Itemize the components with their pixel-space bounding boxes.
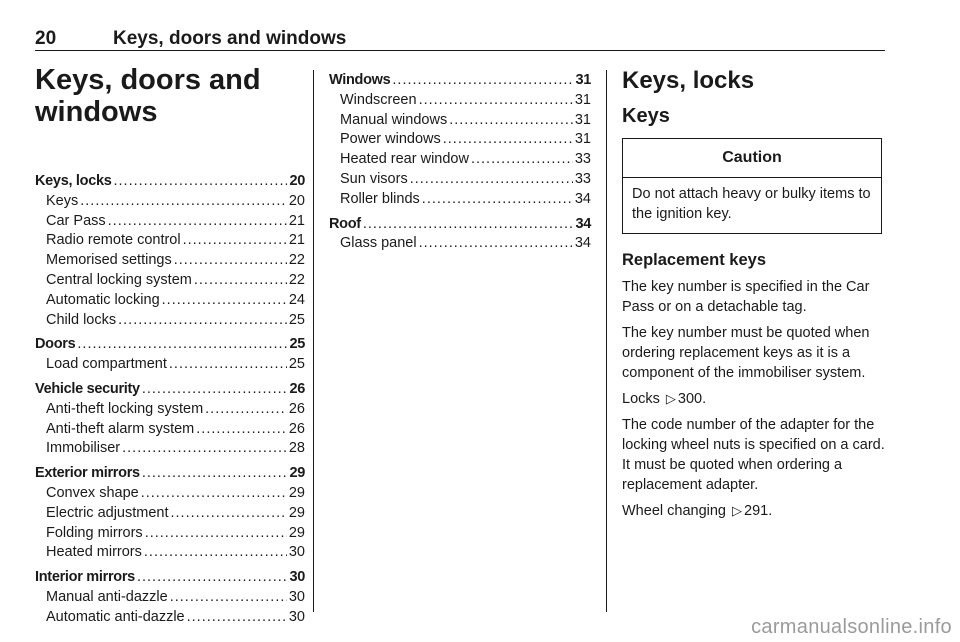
toc-dot-leader bbox=[114, 172, 288, 192]
paragraph-key-quote: The key number must be quoted when ordering replacement keys as it is a component of the immobiliser system. bbox=[622, 324, 870, 381]
toc-subsection-entry[interactable] bbox=[329, 234, 591, 254]
toc-entry-label: Exterior mirrors bbox=[35, 465, 140, 482]
toc-entry-label: Child locks bbox=[46, 311, 117, 328]
toc-entry-label: Car Pass bbox=[46, 212, 106, 229]
toc-entry-label: Vehicle security bbox=[35, 380, 140, 397]
toc-dot-leader bbox=[137, 568, 288, 588]
toc-entry-label: Keys bbox=[46, 192, 79, 209]
toc-entry-label: Glass panel bbox=[340, 235, 417, 252]
toc-dot-leader bbox=[392, 71, 573, 91]
reference-label: Wheel changing bbox=[622, 503, 726, 520]
toc-entry-page: 30 bbox=[288, 588, 305, 605]
toc-subsection-entry[interactable] bbox=[35, 400, 305, 420]
running-header-title: Keys, doors and windows bbox=[113, 28, 347, 49]
toc-section-entry[interactable] bbox=[329, 215, 591, 235]
toc-dot-leader bbox=[422, 190, 573, 210]
toc-entry-page: 34 bbox=[574, 235, 591, 252]
toc-subsection-entry[interactable] bbox=[35, 311, 305, 331]
toc-entry-label: Roller blinds bbox=[340, 190, 420, 207]
toc-entry-page: 22 bbox=[288, 271, 305, 288]
content-column bbox=[622, 66, 886, 528]
toc-subsection-entry[interactable] bbox=[35, 271, 305, 291]
toc-entry-label: Folding mirrors bbox=[46, 524, 143, 541]
toc-entry-page: 30 bbox=[288, 608, 305, 625]
toc-entry-label: Power windows bbox=[340, 131, 441, 148]
toc-entry-label: Anti-theft locking system bbox=[46, 400, 204, 417]
cross-reference-arrow-icon: ▷ bbox=[732, 503, 743, 519]
table-of-contents-middle bbox=[329, 71, 591, 254]
toc-entry-page: 29 bbox=[288, 484, 305, 501]
toc-dot-leader bbox=[141, 484, 287, 504]
toc-dot-leader bbox=[187, 608, 287, 628]
toc-entry-page: 31 bbox=[574, 111, 591, 128]
toc-entry-label: Doors bbox=[35, 336, 76, 353]
toc-entry-page: 34 bbox=[575, 215, 591, 232]
toc-dot-leader bbox=[162, 291, 287, 311]
toc-subsection-entry[interactable] bbox=[35, 484, 305, 504]
toc-entry-page: 25 bbox=[288, 356, 305, 373]
toc-entry-label: Windscreen bbox=[340, 91, 417, 108]
toc-subsection-entry[interactable] bbox=[35, 212, 305, 232]
toc-dot-leader bbox=[205, 400, 287, 420]
running-header bbox=[35, 26, 885, 51]
toc-entry-page: 25 bbox=[289, 336, 305, 353]
column-divider-right bbox=[606, 70, 607, 612]
toc-entry-label: Roof bbox=[329, 215, 361, 232]
toc-entry-label: Windows bbox=[329, 72, 391, 88]
toc-dot-leader bbox=[145, 524, 287, 544]
toc-entry-label: Manual windows bbox=[340, 111, 448, 128]
toc-entry-page: 21 bbox=[288, 232, 305, 249]
toc-subsection-entry[interactable] bbox=[35, 524, 305, 544]
toc-dot-leader bbox=[142, 464, 288, 484]
paragraph-key-number: The key number is specified in the Car Pass or on a detachable tag. bbox=[622, 279, 870, 316]
section-title: Keys, locks bbox=[622, 67, 755, 94]
toc-section-entry[interactable] bbox=[35, 568, 305, 588]
toc-dot-leader bbox=[449, 111, 573, 131]
toc-subsection-entry[interactable] bbox=[35, 291, 305, 311]
toc-dot-leader bbox=[174, 251, 287, 271]
toc-entry-page: 21 bbox=[288, 212, 305, 229]
toc-subsection-entry[interactable] bbox=[35, 543, 305, 563]
caution-box bbox=[622, 138, 882, 234]
toc-section-entry[interactable] bbox=[329, 71, 591, 91]
wheel-changing-reference[interactable] bbox=[622, 501, 886, 522]
toc-dot-leader bbox=[183, 231, 287, 251]
toc-section-entry[interactable] bbox=[35, 172, 305, 192]
toc-entry-label: Memorised settings bbox=[46, 252, 172, 269]
toc-entry-page: 31 bbox=[574, 131, 591, 148]
toc-subsection-entry[interactable] bbox=[35, 588, 305, 608]
toc-dot-leader bbox=[108, 212, 287, 232]
toc-entry-page: 26 bbox=[288, 420, 305, 437]
toc-entry-label: Keys, locks bbox=[35, 173, 112, 189]
toc-entry-label: Manual anti-dazzle bbox=[46, 588, 168, 605]
toc-entry-page: 20 bbox=[289, 173, 305, 189]
toc-subsection-entry[interactable] bbox=[329, 91, 591, 111]
toc-entry-page: 24 bbox=[288, 291, 305, 308]
toc-dot-leader bbox=[363, 215, 574, 235]
toc-dot-leader bbox=[419, 91, 573, 111]
toc-entry-label: Heated rear window bbox=[340, 151, 469, 168]
toc-dot-leader bbox=[471, 150, 573, 170]
toc-dot-leader bbox=[171, 504, 287, 524]
toc-entry-page: 22 bbox=[288, 252, 305, 269]
toc-dot-leader bbox=[77, 335, 287, 355]
toc-entry-page: 33 bbox=[574, 151, 591, 168]
toc-entry-label: Load compartment bbox=[46, 356, 167, 373]
toc-subsection-entry[interactable] bbox=[35, 608, 305, 628]
toc-entry-label: Anti-theft alarm system bbox=[46, 420, 195, 437]
toc-section-entry[interactable] bbox=[35, 464, 305, 484]
toc-entry-page: 31 bbox=[575, 72, 591, 88]
toc-entry-label: Sun visors bbox=[340, 170, 408, 187]
toc-entry-page: 28 bbox=[288, 440, 305, 457]
toc-subsection-entry[interactable] bbox=[329, 170, 591, 190]
toc-dot-leader bbox=[142, 380, 288, 400]
toc-subsection-entry[interactable] bbox=[35, 192, 305, 212]
toc-entry-page: 33 bbox=[574, 170, 591, 187]
page-number: 20 bbox=[35, 28, 57, 49]
toc-subsection-entry[interactable] bbox=[35, 420, 305, 440]
toc-section-entry[interactable] bbox=[35, 380, 305, 400]
toc-dot-leader bbox=[122, 439, 287, 459]
reference-page: 300. bbox=[677, 391, 707, 408]
toc-entry-label: Automatic locking bbox=[46, 291, 160, 308]
toc-dot-leader bbox=[443, 130, 573, 150]
toc-entry-label: Interior mirrors bbox=[35, 569, 135, 586]
watermark: carmanualsonline.info bbox=[751, 616, 952, 638]
caution-heading: Caution bbox=[623, 139, 881, 178]
toc-entry-page: 26 bbox=[288, 400, 305, 417]
toc-entry-page: 30 bbox=[289, 569, 305, 586]
toc-dot-leader bbox=[169, 355, 287, 375]
reference-page: 291. bbox=[744, 503, 773, 520]
replacement-keys-heading: Replacement keys bbox=[622, 251, 766, 270]
toc-subsection-entry[interactable] bbox=[35, 439, 305, 459]
toc-subsection-entry[interactable] bbox=[329, 190, 591, 210]
toc-entry-label: Automatic anti-dazzle bbox=[46, 608, 185, 625]
toc-entry-page: 29 bbox=[288, 524, 305, 541]
toc-subsection-entry[interactable] bbox=[35, 504, 305, 524]
toc-entry-page: 31 bbox=[574, 91, 591, 108]
toc-dot-leader bbox=[144, 543, 287, 563]
toc-entry-label: Radio remote control bbox=[46, 232, 181, 249]
toc-entry-page: 34 bbox=[574, 190, 591, 207]
toc-subsection-entry[interactable] bbox=[35, 355, 305, 375]
toc-entry-page: 26 bbox=[289, 380, 305, 397]
toc-dot-leader bbox=[118, 311, 287, 331]
toc-entry-label: Immobiliser bbox=[46, 440, 121, 457]
toc-entry-label: Convex shape bbox=[46, 484, 139, 501]
table-of-contents-left bbox=[35, 172, 305, 628]
caution-text: Do not attach heavy or bulky items to the ignition key. bbox=[632, 185, 871, 222]
toc-entry-label: Central locking system bbox=[46, 271, 192, 288]
paragraph-adapter: The code number of the adapter for the locking wheel nuts is specified on a card. It must be quoted when ordering a replacement adapter. bbox=[622, 417, 885, 493]
toc-subsection-entry[interactable] bbox=[329, 111, 591, 131]
toc-entry-page: 29 bbox=[288, 504, 305, 521]
toc-subsection-entry[interactable] bbox=[329, 130, 591, 150]
toc-subsection-entry[interactable] bbox=[35, 231, 305, 251]
toc-dot-leader bbox=[170, 588, 287, 608]
locks-reference[interactable] bbox=[622, 389, 886, 410]
toc-entry-page: 20 bbox=[288, 192, 305, 209]
toc-entry-page: 29 bbox=[289, 465, 305, 482]
toc-dot-leader bbox=[410, 170, 573, 190]
toc-dot-leader bbox=[419, 234, 573, 254]
toc-subsection-entry[interactable] bbox=[35, 251, 305, 271]
cross-reference-arrow-icon: ▷ bbox=[665, 391, 676, 407]
toc-subsection-entry[interactable] bbox=[329, 150, 591, 170]
toc-dot-leader bbox=[196, 420, 287, 440]
reference-label: Locks bbox=[622, 391, 660, 408]
toc-entry-page: 25 bbox=[288, 311, 305, 328]
toc-section-entry[interactable] bbox=[35, 335, 305, 355]
toc-dot-leader bbox=[194, 271, 287, 291]
toc-entry-page: 30 bbox=[288, 544, 305, 561]
toc-dot-leader bbox=[80, 192, 287, 212]
toc-entry-label: Electric adjustment bbox=[46, 504, 169, 521]
subsection-title: Keys bbox=[622, 105, 670, 127]
toc-entry-label: Heated mirrors bbox=[46, 544, 142, 561]
chapter-title: Keys, doors and windows bbox=[35, 64, 261, 128]
column-divider-left bbox=[313, 70, 314, 612]
